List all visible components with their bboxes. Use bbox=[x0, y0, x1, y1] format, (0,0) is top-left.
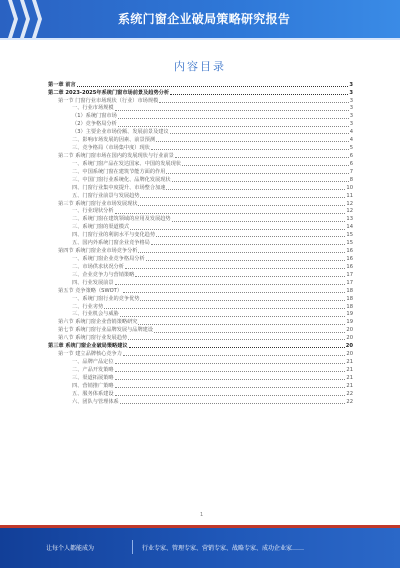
toc-leader-dots bbox=[151, 149, 349, 150]
toc-entry[interactable] bbox=[48, 88, 353, 96]
toc-leader-dots bbox=[128, 339, 345, 340]
toc-entry-page: 14 bbox=[346, 224, 353, 231]
toc-leader-dots bbox=[104, 308, 345, 309]
toc-entry-label: 第六节 系统门窗企业营销策略研究 bbox=[58, 319, 138, 326]
toc-entry-page: 22 bbox=[346, 390, 353, 397]
toc-leader-dots bbox=[138, 252, 345, 253]
chevron-icon bbox=[20, 0, 30, 38]
toc-entry-page: 15 bbox=[346, 240, 353, 247]
toc-entry-label: 二、系统门窗在建筑领域的应用及发展趋势 bbox=[72, 216, 171, 223]
toc-entry-label: 第三节 系统门窗行业市场发展现状 bbox=[58, 200, 138, 207]
toc-entry[interactable] bbox=[48, 167, 353, 175]
toc-entry-label: 一、品牌产品定位 bbox=[72, 358, 114, 365]
toc-leader-dots bbox=[115, 213, 346, 214]
toc-leader-dots bbox=[182, 165, 349, 166]
toc-entry-label: 三、系统门窗的渠道模式 bbox=[72, 224, 130, 231]
toc-leader-dots bbox=[115, 110, 349, 111]
toc-entry[interactable] bbox=[48, 215, 353, 223]
toc-entry[interactable] bbox=[48, 183, 353, 191]
toc-leader-dots bbox=[140, 300, 345, 301]
footer-slogan-right: 行业专家、管理专家、营销专家、战略专家、成功企业家…… bbox=[142, 545, 305, 552]
toc-entry[interactable] bbox=[48, 175, 353, 183]
footer-divider bbox=[132, 540, 133, 554]
toc-entry-label: 第八节 系统门窗行业发展趋势 bbox=[58, 335, 128, 342]
footer-banner bbox=[0, 525, 400, 568]
toc-entry-page: 3 bbox=[349, 89, 353, 96]
toc-leader-dots bbox=[151, 244, 346, 245]
toc-leader-dots bbox=[170, 94, 348, 95]
toc-entry-label: 一、行业市场规模 bbox=[72, 105, 114, 112]
toc-leader-dots bbox=[156, 141, 349, 142]
toc-entry-label: 二、中国系统门窗在建筑节能方面的作用 bbox=[72, 168, 166, 175]
toc-entry[interactable] bbox=[48, 302, 353, 310]
toc-entry-page: 18 bbox=[346, 303, 353, 310]
toc-entry-label: 五、门窗行业前景与发展趋势 bbox=[72, 192, 140, 199]
toc-entry-page: 3 bbox=[349, 81, 353, 88]
toc-entry-page: 20 bbox=[346, 335, 353, 342]
toc-leader-dots bbox=[115, 387, 346, 388]
toc-entry[interactable] bbox=[48, 318, 353, 326]
toc-entry-label: 三、中国门窗行业系统化、品牌化发展现状 bbox=[72, 176, 171, 183]
toc-entry[interactable] bbox=[48, 373, 353, 381]
toc-entry[interactable] bbox=[48, 104, 353, 112]
toc-entry-page: 10 bbox=[346, 184, 353, 191]
toc-leader-dots bbox=[120, 316, 346, 317]
toc-entry[interactable] bbox=[48, 262, 353, 270]
toc-entry[interactable] bbox=[48, 286, 353, 294]
toc-entry-page: 6 bbox=[349, 153, 353, 160]
toc-entry[interactable] bbox=[48, 389, 353, 397]
toc-leader-dots bbox=[120, 403, 346, 404]
toc-entry-label: 一、系统门窗产品在发达国家、中国的发展现状 bbox=[72, 160, 181, 167]
toc-leader-dots bbox=[115, 371, 346, 372]
toc-entry-page: 13 bbox=[346, 216, 353, 223]
toc-entry[interactable] bbox=[48, 199, 353, 207]
toc-entry-label: 四、门窗行业的利润水平与变化趋势 bbox=[72, 232, 156, 239]
toc-entry-page: 3 bbox=[349, 113, 353, 120]
toc-entry-label: 一、系统门窗行业的竞争优势 bbox=[72, 295, 140, 302]
toc-leader-dots bbox=[118, 126, 349, 127]
toc-leader-dots bbox=[175, 157, 349, 158]
toc-entry[interactable] bbox=[48, 231, 353, 239]
toc-entry-label: 五、服务体系建设 bbox=[72, 390, 114, 397]
toc-entry[interactable] bbox=[48, 278, 353, 286]
toc-entry-label: （1）系统门窗市场 bbox=[72, 113, 117, 120]
toc-entry-page: 8 bbox=[349, 176, 353, 183]
header-banner bbox=[0, 0, 400, 40]
toc-entry-label: 六、团队与管理体系 bbox=[72, 398, 119, 405]
toc-entry-page: 20 bbox=[346, 351, 353, 358]
toc-entry-label: 第一节 门窗行业市场现状（行业）市场规模 bbox=[58, 97, 159, 104]
toc-entry-page: 19 bbox=[346, 319, 353, 326]
toc-leader-dots bbox=[138, 205, 345, 206]
toc-entry-label: 五、国内外系统门窗企业竞争格局 bbox=[72, 240, 150, 247]
toc-entry-page: 7 bbox=[349, 168, 353, 175]
toc-leader-dots bbox=[140, 197, 345, 198]
toc-leader-dots bbox=[130, 229, 345, 230]
toc-heading: 内容目录 bbox=[174, 60, 226, 73]
toc-leader-dots bbox=[115, 395, 346, 396]
toc-entry[interactable] bbox=[48, 128, 353, 136]
toc-entry-label: 四、行业发展前景 bbox=[72, 279, 114, 286]
toc-entry[interactable] bbox=[48, 223, 353, 231]
table-of-contents bbox=[48, 80, 353, 405]
chevron-icon bbox=[32, 0, 42, 38]
toc-entry-page: 4 bbox=[349, 129, 353, 136]
toc-entry[interactable] bbox=[48, 397, 353, 405]
toc-entry[interactable] bbox=[48, 207, 353, 215]
toc-entry-page: 17 bbox=[346, 279, 353, 286]
toc-entry[interactable] bbox=[48, 357, 353, 365]
toc-entry-page: 16 bbox=[346, 263, 353, 270]
toc-entry-page: 17 bbox=[346, 271, 353, 278]
toc-leader-dots bbox=[115, 363, 346, 364]
toc-entry-page: 3 bbox=[349, 97, 353, 104]
toc-entry-page: 6 bbox=[349, 160, 353, 167]
toc-entry[interactable] bbox=[48, 151, 353, 159]
toc-entry[interactable] bbox=[48, 159, 353, 167]
toc-entry-label: 第五节 竞争策略（SWOT） bbox=[58, 287, 123, 294]
toc-entry-page: 18 bbox=[346, 287, 353, 294]
toc-entry-page: 18 bbox=[346, 295, 353, 302]
toc-entry-page: 4 bbox=[349, 137, 353, 144]
toc-entry-label: 第三章 系统门窗企业破局策略建议 bbox=[48, 343, 128, 350]
toc-entry-page: 11 bbox=[346, 192, 353, 199]
toc-entry-label: 第二节 系统门窗市场在国内的发展现状与行业前景 bbox=[58, 153, 174, 160]
toc-entry-label: 四、营销推广策略 bbox=[72, 382, 114, 389]
toc-leader-dots bbox=[115, 284, 346, 285]
toc-entry-label: 三、行业机会与威胁 bbox=[72, 311, 119, 318]
footer-slogan-left: 让每个人都能成为 bbox=[46, 545, 95, 552]
toc-leader-dots bbox=[115, 379, 346, 380]
toc-entry[interactable] bbox=[48, 112, 353, 120]
toc-entry-page: 15 bbox=[346, 232, 353, 239]
toc-entry-label: 二、产品开发策略 bbox=[72, 366, 114, 373]
toc-entry-page: 3 bbox=[349, 105, 353, 112]
toc-entry-label: 第二章 2023-2025年系统门窗市场前景及趋势分析 bbox=[48, 89, 170, 96]
toc-leader-dots bbox=[77, 86, 349, 87]
toc-entry-label: 二、市场供求状况分析 bbox=[72, 263, 124, 270]
toc-leader-dots bbox=[166, 189, 345, 190]
toc-entry[interactable] bbox=[48, 96, 353, 104]
toc-entry-page: 19 bbox=[346, 311, 353, 318]
toc-entry-page: 16 bbox=[346, 248, 353, 255]
toc-entry-label: 四、门窗行业集中度提升、市场整合加速 bbox=[72, 184, 166, 191]
toc-entry[interactable] bbox=[48, 191, 353, 199]
toc-entry-page: 21 bbox=[346, 358, 353, 365]
toc-entry-label: 第七节 系统门窗行业品牌发展与品牌建设 bbox=[58, 327, 154, 334]
toc-entry-label: 一、系统门窗企业竞争格局分析 bbox=[72, 256, 145, 262]
toc-entry[interactable] bbox=[48, 365, 353, 373]
toc-entry[interactable] bbox=[48, 381, 353, 389]
toc-entry[interactable] bbox=[48, 341, 353, 349]
toc-leader-dots bbox=[123, 292, 345, 293]
toc-entry-label: 二、行业劣势 bbox=[72, 303, 104, 310]
toc-entry-page: 20 bbox=[345, 343, 353, 350]
toc-entry-page: 5 bbox=[349, 145, 353, 152]
toc-entry-page: 21 bbox=[346, 374, 353, 381]
toc-entry-page: 21 bbox=[346, 366, 353, 373]
toc-entry-label: 三、竞争格局（市场集中度）现状 bbox=[72, 145, 150, 152]
toc-leader-dots bbox=[172, 221, 346, 222]
toc-leader-dots bbox=[138, 324, 345, 325]
toc-entry-label: 一、行业现状分析 bbox=[72, 208, 114, 215]
toc-entry-label: 三、渠道拓展策略 bbox=[72, 374, 114, 381]
toc-leader-dots bbox=[159, 102, 348, 103]
toc-entry[interactable] bbox=[48, 238, 353, 246]
toc-entry[interactable] bbox=[48, 120, 353, 128]
toc-leader-dots bbox=[170, 133, 349, 134]
toc-entry-page: 20 bbox=[346, 327, 353, 334]
toc-leader-dots bbox=[156, 236, 345, 237]
toc-entry-label: 三、企业竞争力与营销策略 bbox=[72, 271, 135, 278]
toc-entry-label: 第一节 建立品牌核心竞争力 bbox=[58, 351, 122, 358]
toc-entry[interactable] bbox=[48, 270, 353, 278]
toc-entry-page: 21 bbox=[346, 382, 353, 389]
toc-entry-page: 12 bbox=[346, 200, 353, 207]
toc-leader-dots bbox=[118, 118, 349, 119]
toc-entry[interactable] bbox=[48, 334, 353, 342]
toc-entry[interactable] bbox=[48, 294, 353, 302]
toc-leader-dots bbox=[125, 268, 346, 269]
toc-entry-label: （2）竞争格局分析 bbox=[72, 121, 117, 128]
toc-entry[interactable] bbox=[48, 310, 353, 318]
toc-entry-label: 第四节 系统门窗企业市场竞争分析 bbox=[58, 248, 138, 255]
toc-leader-dots bbox=[123, 355, 345, 356]
toc-leader-dots bbox=[135, 276, 345, 277]
toc-entry-page: 3 bbox=[349, 121, 353, 128]
toc-entry[interactable] bbox=[48, 254, 353, 262]
toc-entry[interactable] bbox=[48, 143, 353, 151]
toc-leader-dots bbox=[154, 332, 345, 333]
toc-entry[interactable] bbox=[48, 246, 353, 254]
toc-entry[interactable] bbox=[48, 349, 353, 357]
toc-entry-page: 16 bbox=[346, 256, 353, 262]
toc-leader-dots bbox=[129, 347, 345, 348]
toc-leader-dots bbox=[146, 260, 346, 261]
toc-entry-page: 22 bbox=[346, 398, 353, 405]
toc-entry-label: （3）主要企业市场份额、发展前景及建议 bbox=[72, 129, 169, 136]
toc-entry[interactable] bbox=[48, 326, 353, 334]
toc-entry-page: 12 bbox=[346, 208, 353, 215]
toc-entry-label: 第一章 前言 bbox=[48, 81, 76, 88]
toc-entry-label: 二、影响市场发展的因素、前景预测 bbox=[72, 137, 156, 144]
toc-leader-dots bbox=[166, 173, 348, 174]
toc-entry[interactable] bbox=[48, 80, 353, 88]
toc-entry[interactable] bbox=[48, 135, 353, 143]
page-number: 1 bbox=[200, 512, 204, 518]
report-title: 系统门窗企业破局策略研究报告 bbox=[118, 12, 291, 26]
toc-leader-dots bbox=[172, 181, 349, 182]
chevron-icon bbox=[8, 0, 18, 38]
